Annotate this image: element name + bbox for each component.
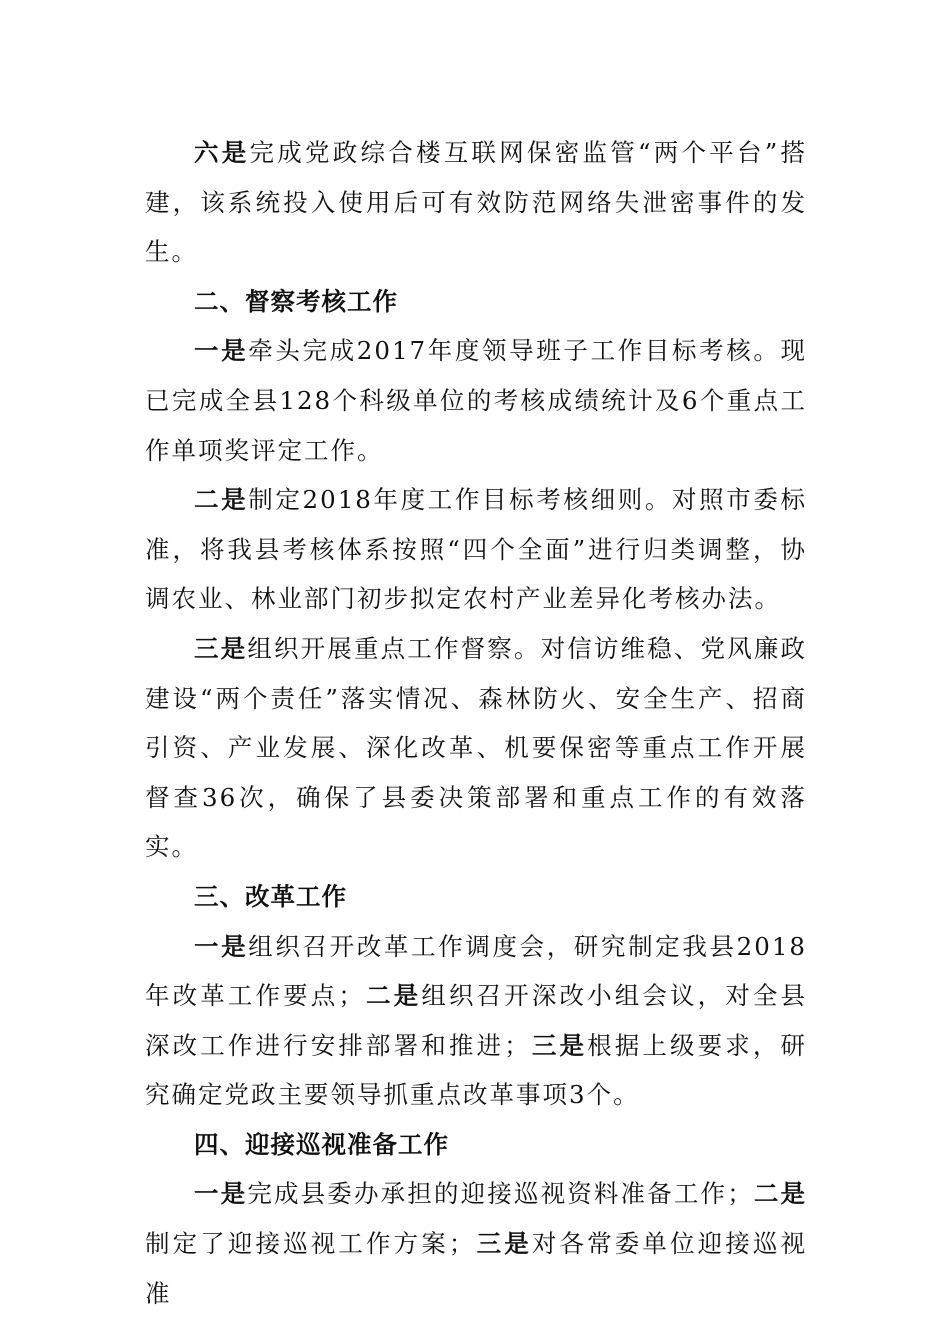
paragraph-text: 对各常委单位迎接巡视准 — [145, 1229, 808, 1308]
paragraph-lead: 一是 — [194, 931, 249, 961]
paragraph-text: 组织召开改革工作调度会，研究制定我县2018年改革工作要点； — [145, 931, 807, 1011]
paragraph-supervision-2 — [145, 475, 807, 624]
paragraph-supervision-1 — [145, 326, 807, 475]
paragraph-text: 完成党政综合楼互联网保密监管“两个平台”搭建，该系统投入使用后可有效防范网络失泄密事件的发生。 — [145, 138, 807, 267]
paragraph-text: 完成县委办承担的迎接巡视资料准备工作； — [247, 1179, 754, 1209]
document-page — [145, 128, 807, 1318]
paragraph-six — [145, 128, 807, 277]
paragraph-text: 组织开展重点工作督察。对信访维稳、党风廉政建设“两个责任”落实情况、森林防火、安全生产、招商引资、产业发展、深化改革、机要保密等重点工作开展督查36次，确保了县委决策部署和重点工作的有效落实。 — [145, 633, 808, 862]
paragraph-lead: 二是 — [364, 981, 422, 1011]
paragraph-reform-1 — [145, 922, 807, 1120]
paragraph-inspection-1 — [145, 1169, 807, 1318]
paragraph-text: 制定2018年度工作目标考核细则。对照市委标准，将我县考核体系按照“四个全面”进行归类调整，协调农业、林业部门初步拟定农村产业差异化考核办法。 — [145, 485, 807, 614]
paragraph-supervision-3 — [145, 624, 807, 872]
paragraph-lead: 三是 — [475, 1229, 532, 1259]
paragraph-text: 制定了迎接巡视工作方案； — [145, 1229, 476, 1259]
paragraph-text: 组织召开深改小组会议，对全县深改工作进行安排部署和推进； — [145, 981, 808, 1060]
paragraph-lead: 三是 — [530, 1030, 588, 1060]
paragraph-lead: 二是 — [753, 1179, 808, 1209]
paragraph-text: 根据上级要求，研究确定党政主要领导抓重点改革事项3个。 — [145, 1030, 808, 1110]
paragraph-lead: 六是 — [194, 138, 250, 167]
paragraph-lead: 三是 — [194, 633, 248, 663]
section-heading-supervision: 二、督察考核工作 — [194, 286, 398, 316]
section-heading-inspection: 四、迎接巡视准备工作 — [194, 1129, 449, 1159]
paragraph-lead: 一是 — [194, 1179, 248, 1209]
paragraph-lead: 二是 — [194, 485, 249, 515]
paragraph-lead: 一是 — [194, 336, 249, 366]
paragraph-text: 牵头完成2017年度领导班子工作目标考核。现已完成全县128个科级单位的考核成绩统计及6个重点工作单项奖评定工作。 — [145, 336, 807, 465]
section-heading-reform: 三、改革工作 — [194, 881, 347, 911]
